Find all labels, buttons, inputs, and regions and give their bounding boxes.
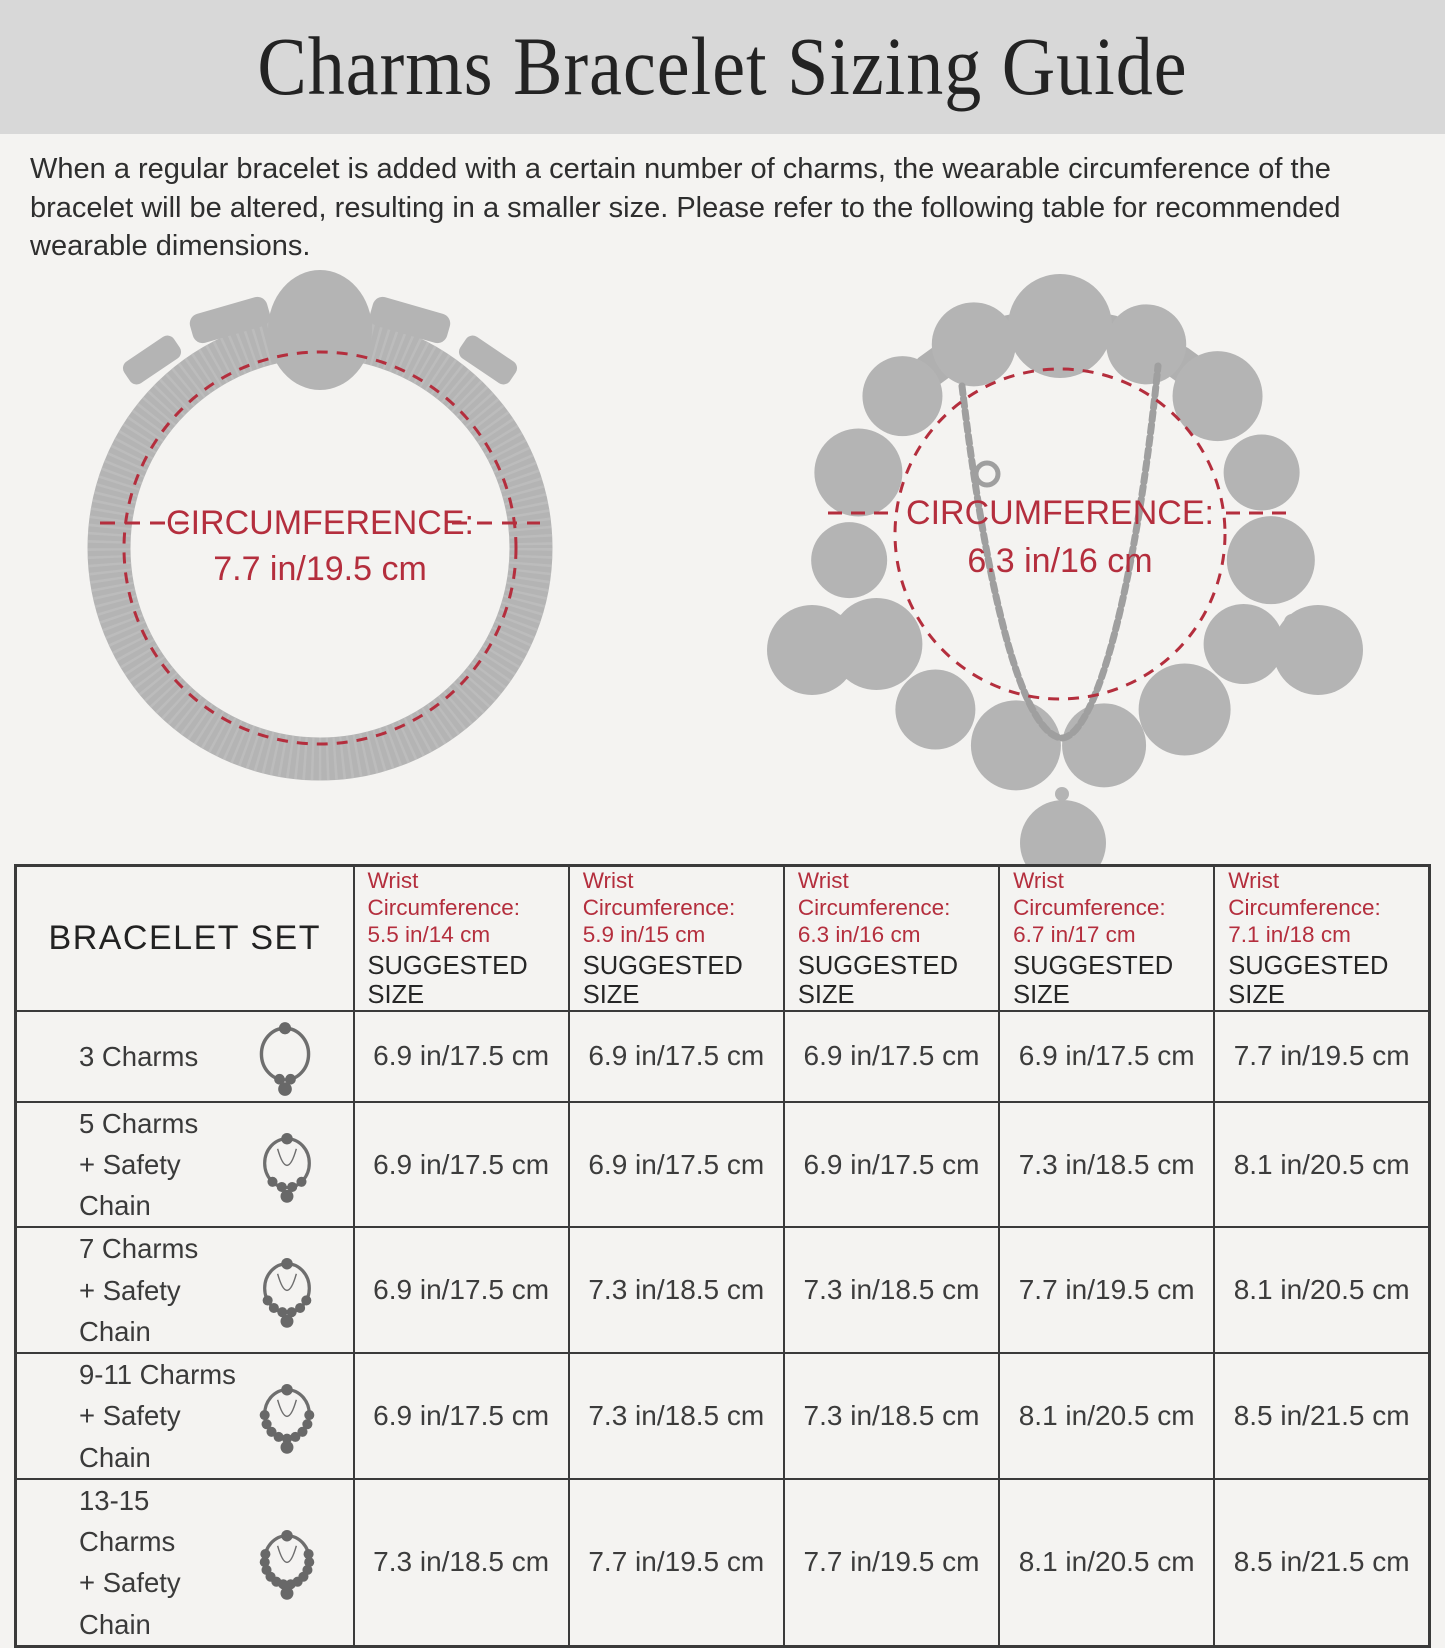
suggested-size-cell: 7.3 in/18.5 cm (784, 1227, 999, 1353)
suggested-size-cell: 7.7 in/19.5 cm (784, 1479, 999, 1647)
size-column-header-5 (1214, 865, 1429, 1011)
bracelet-set-icon (247, 1012, 323, 1100)
suggested-size-cell: 7.3 in/18.5 cm (999, 1102, 1214, 1228)
suggested-size-cell: 7.7 in/19.5 cm (1214, 1011, 1429, 1102)
wrist-circumference-label: Wrist Circumference: (1013, 867, 1166, 920)
suggested-size-cell: 8.1 in/20.5 cm (1214, 1227, 1429, 1353)
suggested-size-cell: 6.9 in/17.5 cm (784, 1011, 999, 1102)
circumference-value: 7.7 in/19.5 cm (213, 549, 427, 588)
wrist-circumference-label: Wrist Circumference: (797, 867, 951, 920)
bracelet-set-cell (16, 1353, 354, 1479)
charm-beads (811, 274, 1315, 790)
suggested-size-cell: 7.7 in/19.5 cm (999, 1227, 1214, 1353)
suggested-size-cell: 8.5 in/21.5 cm (1214, 1353, 1429, 1479)
wrist-circumference-value: 7.1 in/18 cm (1228, 921, 1351, 947)
suggested-size-cell: 8.5 in/21.5 cm (1214, 1479, 1429, 1647)
wrist-circumference-value: 6.3 in/16 cm (797, 921, 921, 947)
bracelet-set-label: 9-11 Charms + Safety Chain (79, 1359, 236, 1473)
table-row-3-charms (16, 1011, 1430, 1102)
regular-bracelet-illustration (0, 266, 700, 864)
size-column-header-1 (354, 865, 569, 1011)
wrist-circumference-value: 5.9 in/15 cm (582, 921, 706, 947)
circumference-label: CIRCUMFERENCE: (166, 503, 474, 542)
suggested-size-cell: 7.7 in/19.5 cm (569, 1479, 784, 1647)
suggested-size-label: SUGGESTED SIZE (1013, 951, 1174, 1009)
suggested-size-cell: 6.9 in/17.5 cm (999, 1011, 1214, 1102)
suggested-size-cell: 7.3 in/18.5 cm (569, 1227, 784, 1353)
bracelet-set-cell (16, 1227, 354, 1353)
wrist-circumference-label: Wrist Circumference: (367, 867, 521, 920)
bracelet-set-label: 7 Charms + Safety Chain (79, 1233, 199, 1347)
suggested-size-cell: 6.9 in/17.5 cm (569, 1011, 784, 1102)
size-column-header-4 (999, 865, 1214, 1011)
bracelet-set-label: 3 Charms (79, 1040, 199, 1072)
circumference-label: CIRCUMFERENCE: (906, 493, 1214, 532)
table-header-row (16, 865, 1430, 1011)
bracelet-set-cell (16, 1479, 354, 1647)
size-column-header-2 (569, 865, 784, 1011)
suggested-size-label: SUGGESTED SIZE (797, 951, 958, 1009)
circumference-value: 6.3 in/16 cm (967, 541, 1153, 580)
suggested-size-label: SUGGESTED SIZE (1228, 951, 1389, 1009)
wrist-circumference-label: Wrist Circumference: (1228, 867, 1381, 920)
suggested-size-cell: 7.3 in/18.5 cm (354, 1479, 569, 1647)
bracelet-set-icon (251, 1518, 323, 1606)
suggested-size-cell: 6.9 in/17.5 cm (354, 1102, 569, 1228)
suggested-size-cell: 8.1 in/20.5 cm (999, 1353, 1214, 1479)
wrist-circumference-label: Wrist Circumference: (582, 867, 736, 920)
bracelet-illustrations (0, 266, 1445, 864)
table-row-9-11-charms (16, 1353, 1430, 1479)
suggested-size-cell: 6.9 in/17.5 cm (354, 1011, 569, 1102)
wrist-circumference-value: 6.7 in/17 cm (1013, 921, 1136, 947)
bracelet-set-header: BRACELET SET (16, 865, 354, 1011)
intro-paragraph: When a regular bracelet is added with a certain number of charms, the wearable circumference of the bracelet will be altered, resulting in a smaller size. Please refer to the following table for recommended wearable dimensions. (30, 153, 1341, 263)
suggested-size-cell: 6.9 in/17.5 cm (354, 1353, 569, 1479)
circumference-dashed-circle (895, 369, 1225, 699)
suggested-size-cell: 6.9 in/17.5 cm (354, 1227, 569, 1353)
bracelet-set-icon (251, 1246, 323, 1334)
table-row-5-charms (16, 1102, 1430, 1228)
bracelet-set-label: 13-15 Charms + Safety Chain (79, 1484, 181, 1640)
page-title: Charms Bracelet Sizing Guide (257, 20, 1188, 113)
suggested-size-cell: 7.3 in/18.5 cm (784, 1353, 999, 1479)
wrist-circumference-value: 5.5 in/14 cm (367, 921, 491, 947)
bracelet-set-icon (251, 1372, 323, 1460)
suggested-size-cell: 8.1 in/20.5 cm (1214, 1102, 1429, 1228)
table-row-13-15-charms (16, 1479, 1430, 1647)
bracelet-set-cell (16, 1102, 354, 1228)
title-banner (0, 0, 1445, 134)
suggested-size-cell: 6.9 in/17.5 cm (569, 1102, 784, 1228)
bracelet-set-icon (251, 1121, 323, 1209)
charm-bracelet-illustration (700, 266, 1422, 864)
suggested-size-cell: 6.9 in/17.5 cm (784, 1102, 999, 1228)
bracelet-set-cell (16, 1011, 354, 1102)
bracelet-set-label: 5 Charms + Safety Chain (79, 1107, 199, 1222)
suggested-size-label: SUGGESTED SIZE (367, 951, 528, 1009)
size-column-header-3 (784, 865, 999, 1011)
suggested-size-cell: 8.1 in/20.5 cm (999, 1479, 1214, 1647)
table-row-7-charms (16, 1227, 1430, 1353)
sizing-table (14, 864, 1431, 1648)
suggested-size-cell: 7.3 in/18.5 cm (569, 1353, 784, 1479)
suggested-size-label: SUGGESTED SIZE (582, 951, 743, 1009)
